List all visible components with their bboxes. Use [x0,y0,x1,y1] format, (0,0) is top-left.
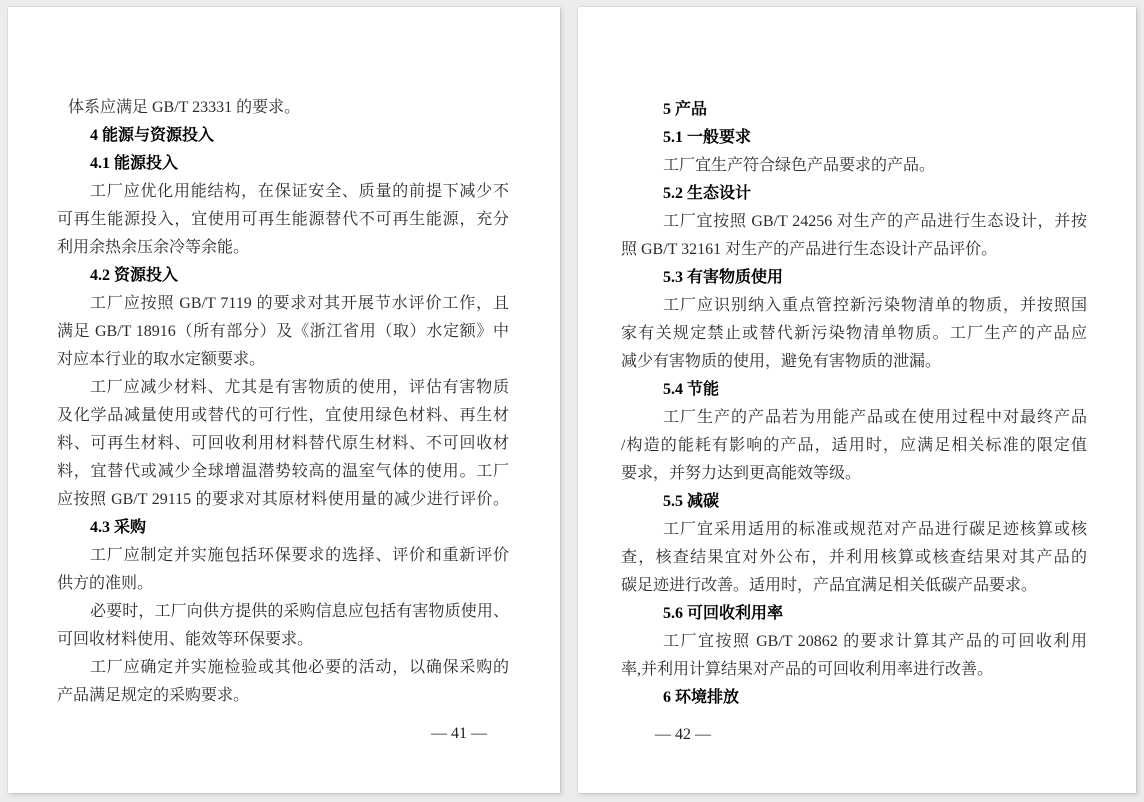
text-line: 及化学品减量使用或替代的可行性，宜使用绿色材料、再生材 [57,407,509,424]
heading-line: 6 环境排放 [663,689,740,706]
text-line: 率,并利用计算结果对产品的可回收利用率进行改善。 [621,661,994,678]
text-line: 工厂宜按照 GB/T 20862 的要求计算其产品的可回收利用 [663,633,1087,650]
heading-line: 4.2 资源投入 [90,267,179,284]
text-line: 工厂生产的产品若为用能产品或在使用过程中对最终产品 [663,409,1087,426]
heading-line: 5.3 有害物质使用 [663,269,784,286]
page-number: — 42 — [655,726,711,743]
heading-line: 4.3 采购 [90,519,147,536]
text-line: 工厂应识别纳入重点管控新污染物清单的物质，并按照国 [663,297,1087,314]
text-line: 家有关规定禁止或替代新污染物清单物质。工厂生产的产品应 [621,325,1087,342]
text-line: 利用余热余压余冷等余能。 [57,239,250,256]
heading-line: 5.2 生态设计 [663,185,752,202]
text-line: 体系应满足 GB/T 23331 的要求。 [68,99,301,116]
text-line: 工厂宜按照 GB/T 24256 对生产的产品进行生态设计，并按 [663,213,1087,230]
text-line: 可回收材料使用、能效等环保要求。 [57,631,314,648]
text-line: /构造的能耗有影响的产品，适用时，应满足相关标准的限定值 [621,437,1087,454]
text-line: 工厂应按照 GB/T 7119 的要求对其开展节水评价工作，且 [90,295,509,312]
text-line: 工厂宜采用适用的标准或规范对产品进行碳足迹核算或核 [663,521,1087,538]
heading-line: 5.1 一般要求 [663,129,752,146]
page-number: — 41 — [431,725,487,742]
page-right-lines [621,96,1087,712]
page-left-lines [57,94,509,710]
text-line: 可再生能源投入，宜使用可再生能源替代不可再生能源，充分 [57,211,509,228]
text-line: 查，核查结果宜对外公布，并利用核算或核查结果对其产品的 [621,549,1087,566]
heading-line: 4 能源与资源投入 [90,127,215,144]
text-line: 照 GB/T 32161 对生产的产品进行生态设计产品评价。 [621,241,998,258]
heading-line: 5 产品 [663,101,708,118]
document-page-left [8,7,560,793]
text-line: 工厂应优化用能结构，在保证安全、质量的前提下减少不 [90,183,509,200]
page-right-text-column [621,96,1087,749]
text-line: 满足 GB/T 18916（所有部分）及《浙江省用（取）水定额》中 [57,323,509,340]
text-line: 产品满足规定的采购要求。 [57,687,250,704]
text-line: 供方的准则。 [57,575,154,592]
text-line: 料、可再生材料、可回收利用材料替代原生材料、不可回收材 [57,435,509,452]
text-line: 必要时，工厂向供方提供的采购信息应包括有害物质使用、 [90,603,509,620]
text-line: 要求，并努力达到更高能效等级。 [621,465,862,482]
text-line: 料，宜替代或减少全球增温潜势较高的温室气体的使用。工厂 [57,463,509,480]
heading-line: 4.1 能源投入 [90,155,179,172]
page-left-text-column [57,94,509,748]
text-line: 碳足迹进行改善。适用时，产品宜满足相关低碳产品要求。 [621,577,1038,594]
document-page-right [578,7,1136,793]
text-line: 工厂应制定并实施包括环保要求的选择、评价和重新评价 [90,547,509,564]
text-line: 工厂应确定并实施检验或其他必要的活动，以确保采购的 [90,659,509,676]
text-line: 减少有害物质的使用，避免有害物质的泄漏。 [621,353,942,370]
text-line: 应按照 GB/T 29115 的要求对其原材料使用量的减少进行评价。 [57,491,509,508]
heading-line: 5.4 节能 [663,381,720,398]
text-line: 工厂应减少材料、尤其是有害物质的使用，评估有害物质 [90,379,509,396]
heading-line: 5.6 可回收利用率 [663,605,784,622]
text-line: 工厂宜生产符合绿色产品要求的产品。 [663,157,936,174]
heading-line: 5.5 减碳 [663,493,720,510]
text-line: 对应本行业的取水定额要求。 [57,351,266,368]
